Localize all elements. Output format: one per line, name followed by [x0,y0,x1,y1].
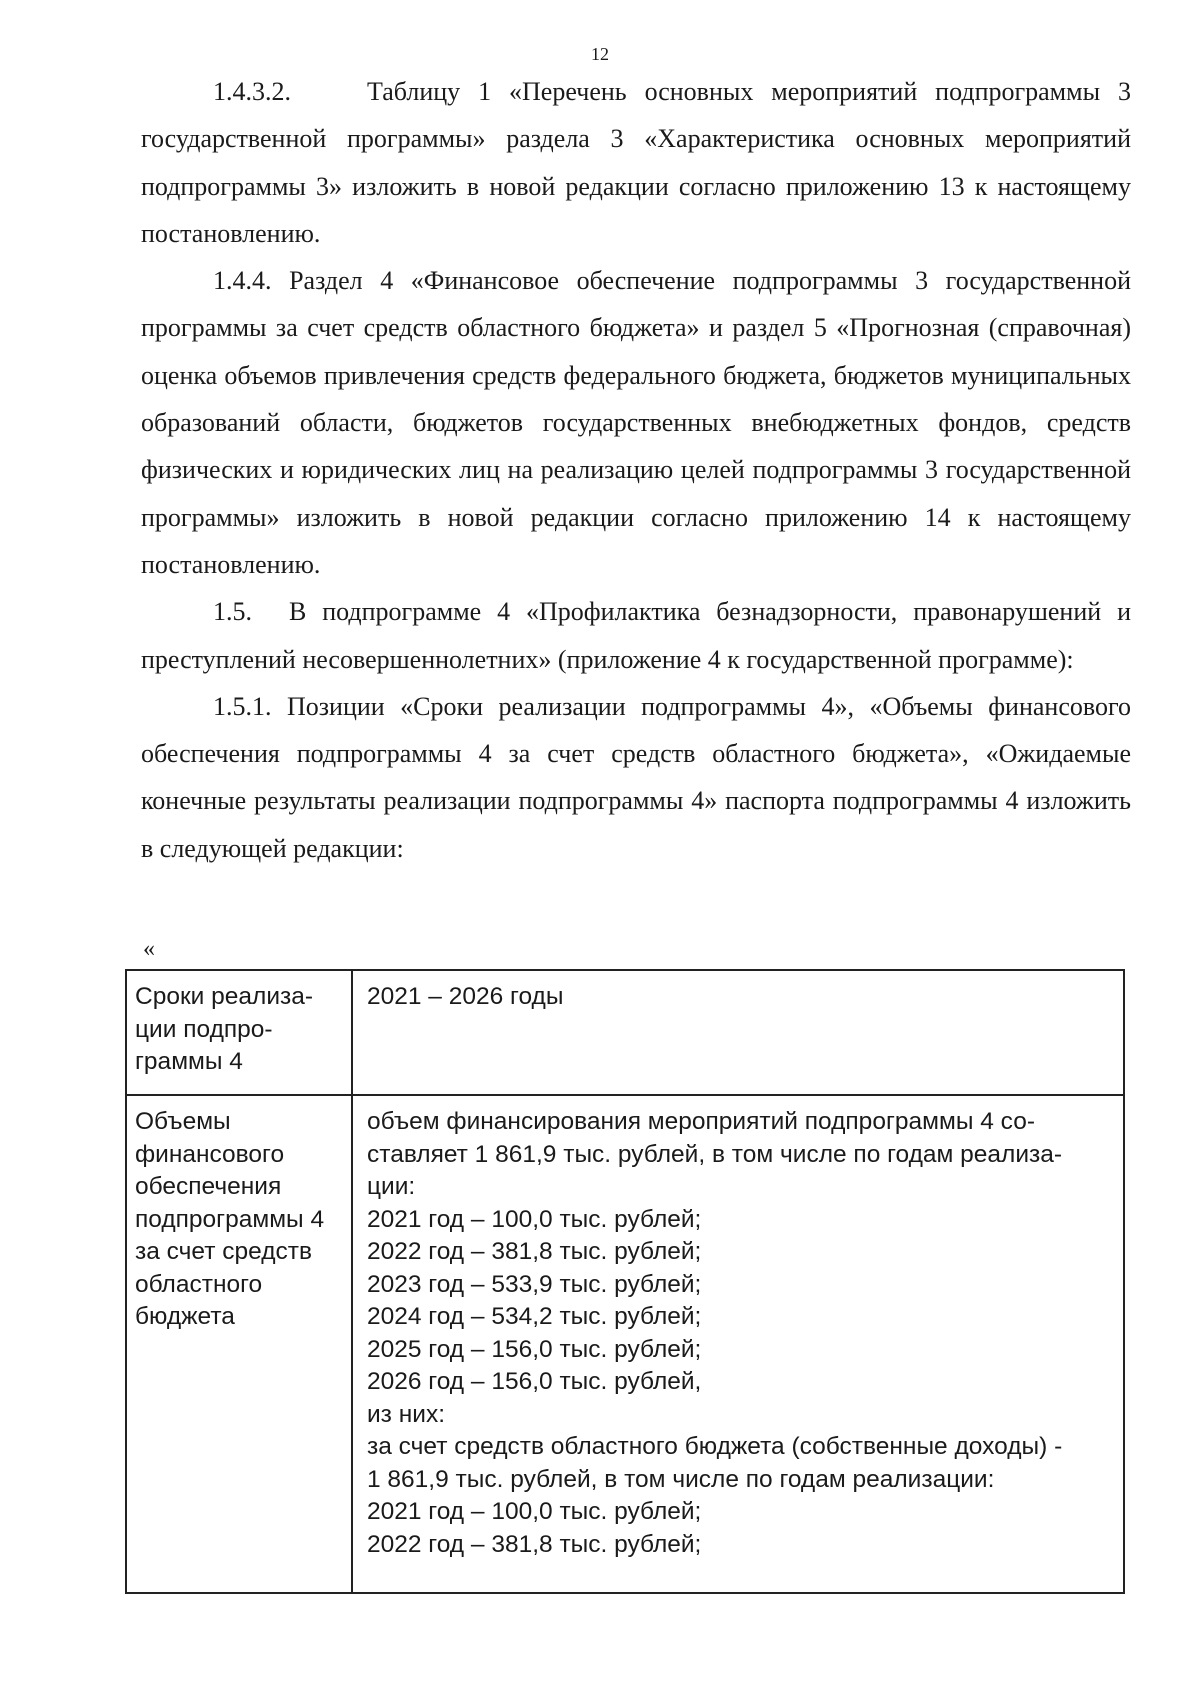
paragraph-1-4-3-2 [141,68,1131,257]
paragraph-number: 1.5. [213,597,252,627]
table-value-cell: объем финансирования мероприятий подпрограммы 4 со- ставляет 1 861,9 тыс. рублей, в том числе по годам реализа- ции: 2021 год – 100,0 тыс. рублей; 2022 год – 381,8 тыс. рублей; 2023 год – 533,9 тыс. рублей; 2024 год – 534,2 тыс. рублей; 2025 год – 156,0 тыс. рублей; 2026 год – 156,0 тыс. рублей, из них: за счет средств областного бюджета (собственные доходы) - 1 861,9 тыс. рублей, в том числе по годам реализации: 2021 год – 100,0 тыс. рублей; 2022 год – 381,8 тыс. рублей; [352,1095,1124,1593]
document-body [141,68,1131,872]
paragraph-number: 1.4.3.2. [213,77,291,106]
table-label-cell: Объемы финансового обеспечения подпрограммы 4 за счет средств областного бюджета [126,1095,352,1593]
paragraph-1-4-4 [141,257,1131,588]
paragraph-1-5-1 [141,683,1131,872]
table-value-cell: 2021 – 2026 годы [352,970,1124,1095]
table-row-funding [126,1095,1124,1593]
table-label-cell: Сроки реализа- ции подпро- граммы 4 [126,970,352,1095]
page-number: 12 [591,44,609,64]
paragraph-text: Таблицу 1 «Перечень основных мероприятий подпрограммы 3 государственной программы» раздела 3 «Характеристика основных мероприятий подпрограммы 3» изложить в новой редакции согласно приложению 13 к настоящему постановлению. [141,77,1131,248]
subprogram-passport-table [125,969,1125,1594]
opening-quote-mark: « [143,936,155,962]
paragraph-1-5 [141,588,1131,683]
paragraph-text: В подпрограмме 4 «Профилактика безнадзорности, правонарушений и преступлений несовершеннолетних» (приложение 4 к государственной программе): [141,597,1131,674]
paragraph-text: 1.5.1. Позиции «Сроки реализации подпрограммы 4», «Объемы финансового обеспечения подпрограммы 4 за счет средств областного бюджета», «Ожидаемые конечные результаты реализации подпрограммы 4» паспорта подпрограммы 4 изложить в следующей редакции: [141,691,1131,863]
paragraph-text: 1.4.4. Раздел 4 «Финансовое обеспечение подпрограммы 3 государственной программы за счет средств областного бюджета» и раздел 5 «Прогнозная (справочная) оценка объемов привлечения средств федерального бюджета, бюджетов муниципальных образований области, бюджетов государственных внебюджетных фондов, средств физических и юридических лиц на реализацию целей подпрограммы 3 государственной программы» изложить в новой редакции согласно приложению 14 к настоящему постановлению. [141,266,1131,579]
table-row-terms [126,970,1124,1095]
